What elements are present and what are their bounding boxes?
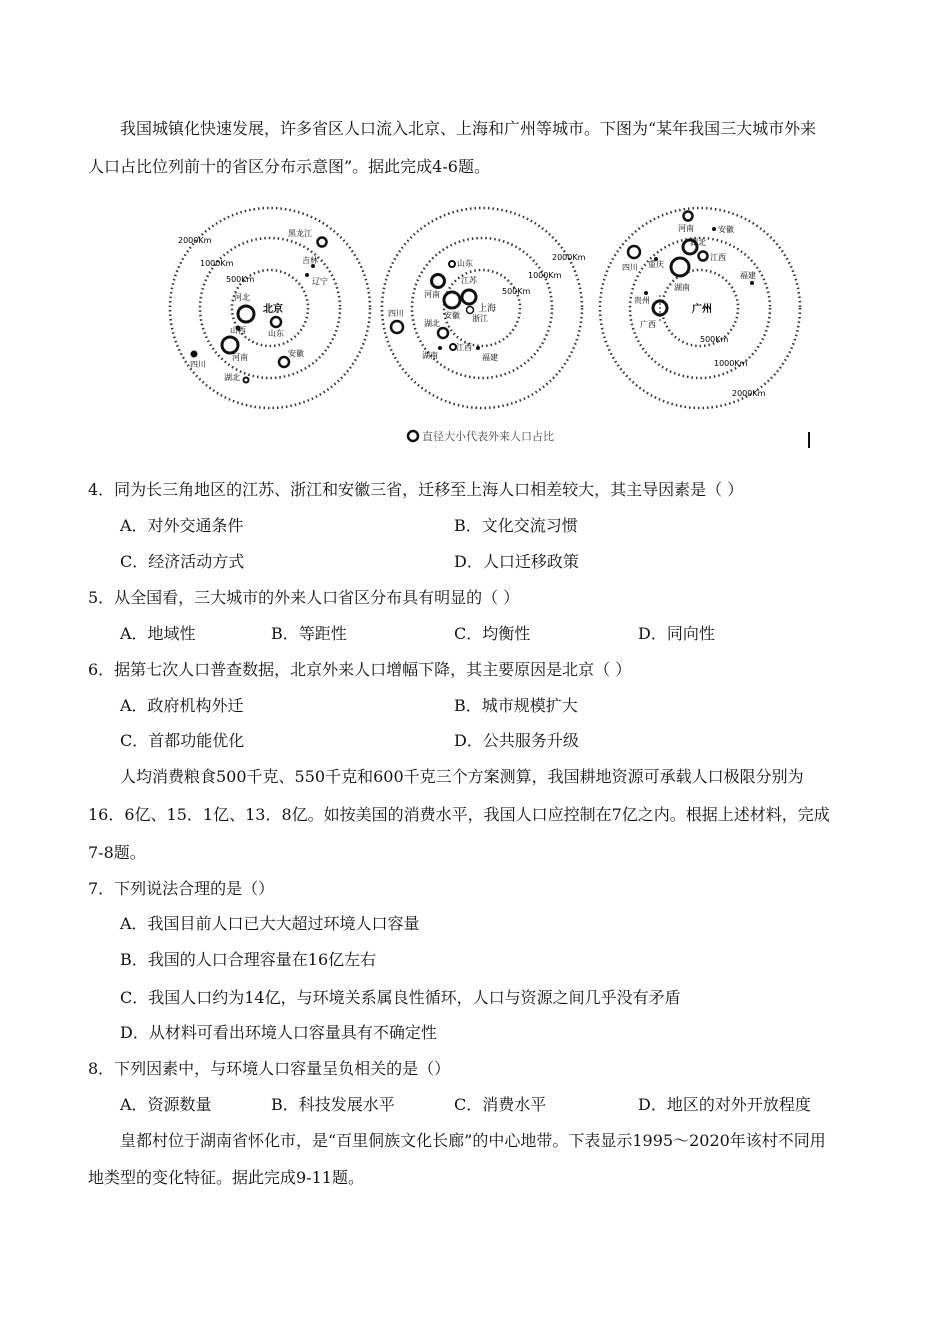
q8-option-d[interactable]: D．地区的对外开放程度 bbox=[638, 1095, 811, 1114]
shanghai-prov-anhui: 安徽 bbox=[444, 311, 460, 320]
legend-circle-icon bbox=[408, 431, 418, 441]
q7-option-d[interactable]: D．从材料可看出环境人口容量具有不确定性 bbox=[120, 1023, 437, 1042]
beijing-prov-sichuan: 四川 bbox=[190, 360, 206, 369]
q5-option-b[interactable]: B．等距性 bbox=[271, 624, 347, 643]
q5-option-a[interactable]: A．地域性 bbox=[120, 624, 196, 643]
q6-option-a[interactable]: A．政府机构外迁 bbox=[120, 696, 244, 715]
guangzhou-center-label: 广州 bbox=[692, 304, 712, 315]
beijing-ring-500: 500Km bbox=[226, 275, 255, 284]
guangzhou-prov-jiangxi: 江西 bbox=[710, 253, 726, 262]
shanghai-center-label: 上海 bbox=[478, 304, 497, 314]
q7-option-a[interactable]: A．我国目前人口已大大超过环境人口容量 bbox=[120, 914, 420, 933]
guangzhou-prov-sichuan: 四川 bbox=[622, 263, 638, 272]
legend-label: 直径大小代表外来人口占比 bbox=[422, 430, 554, 443]
intro2-line2: 16．6亿、15．1亿、13．8亿。如按美国的消费水平，我国人口应控制在7亿之内。根据上述材料，完成 bbox=[88, 805, 830, 824]
guangzhou-prov-anhui: 安徽 bbox=[718, 225, 734, 234]
intro2-line3: 7-8题。 bbox=[88, 843, 146, 862]
beijing-prov-shandong: 山东 bbox=[268, 329, 284, 338]
guangzhou-prov-hunan: 湖南 bbox=[674, 283, 690, 292]
q4-option-b[interactable]: B．文化交流习惯 bbox=[454, 516, 578, 535]
guangzhou-prov-fujian: 福建 bbox=[740, 271, 756, 280]
q5-option-d[interactable]: D．同向性 bbox=[638, 624, 715, 643]
beijing-prov-hebei: 河北 bbox=[234, 293, 250, 302]
beijing-ring-1000: 1000Km bbox=[200, 259, 234, 268]
q7-stem: 7．下列说法合理的是（） bbox=[88, 879, 275, 898]
beijing-prov-henan: 河南 bbox=[232, 353, 248, 362]
q7-option-c[interactable]: C．我国人口约为14亿，与环境关系属良性循环，人口与资源之间几乎没有矛盾 bbox=[120, 988, 681, 1007]
q6-option-d[interactable]: D．公共服务升级 bbox=[454, 731, 579, 750]
guangzhou-prov-chongqing: 重庆 bbox=[648, 260, 664, 269]
q7-option-b[interactable]: B．我国的人口合理容量在16亿左右 bbox=[120, 950, 377, 969]
shanghai-prov-zhejiang: 浙江 bbox=[472, 314, 488, 323]
shanghai-prov-jiangxi: 江西 bbox=[456, 343, 472, 352]
shanghai-prov-henan: 河南 bbox=[424, 290, 440, 299]
guangzhou-prov-guizhou: 贵州 bbox=[634, 296, 650, 305]
guangzhou-prov-henan: 河南 bbox=[678, 224, 694, 233]
intro3-line1: 皇都村位于湖南省怀化市，是“百里侗族文化长廊”的中心地带。下表显示1995～2020年该村不同用 bbox=[120, 1131, 826, 1150]
q8-option-c[interactable]: C．消费水平 bbox=[454, 1095, 547, 1114]
intro1-line1: 我国城镇化快速发展，许多省区人口流入北京、上海和广州等城市。下图为“某年我国三大城市外来 bbox=[120, 119, 817, 138]
q4-option-c[interactable]: C．经济活动方式 bbox=[120, 552, 245, 571]
beijing-diagram bbox=[178, 228, 328, 383]
q8-option-b[interactable]: B．科技发展水平 bbox=[271, 1095, 395, 1114]
q6-option-c[interactable]: C．首都功能优化 bbox=[120, 731, 245, 750]
shanghai-ring-500: 500Km bbox=[502, 287, 531, 296]
q4-option-a[interactable]: A．对外交通条件 bbox=[120, 516, 244, 535]
shanghai-prov-hubei: 湖北 bbox=[424, 319, 440, 328]
figure-legend bbox=[408, 429, 554, 443]
q6-stem: 6．据第七次人口普查数据，北京外来人口增幅下降，其主要原因是北京（ ） bbox=[88, 660, 632, 679]
shanghai-prov-sichuan: 四川 bbox=[388, 309, 404, 318]
q8-option-a[interactable]: A．资源数量 bbox=[120, 1095, 212, 1114]
intro3-line2: 地类型的变化特征。据此完成9-11题。 bbox=[88, 1168, 364, 1187]
intro2-line1: 人均消费粮食500千克、550千克和600千克三个方案测算，我国耕地资源可承载人口极限分别为 bbox=[120, 767, 804, 786]
beijing-ring-2000: 2000Km bbox=[178, 236, 212, 245]
q4-option-d[interactable]: D．人口迁移政策 bbox=[454, 552, 579, 571]
text-cursor bbox=[808, 432, 810, 448]
shanghai-prov-hunan: 湖南 bbox=[422, 351, 438, 360]
guangzhou-ring-2000: 2000Km bbox=[732, 389, 766, 398]
population-distribution-figure bbox=[160, 200, 820, 450]
guangzhou-prov-guangxi: 广西 bbox=[640, 320, 656, 329]
guangzhou-ring-1000: 1000Km bbox=[714, 359, 748, 368]
shanghai-prov-jiangsu: 江苏 bbox=[461, 276, 477, 285]
q8-stem: 8．下列因素中，与环境人口容量呈负相关的是（） bbox=[88, 1059, 451, 1078]
intro1-line2: 人口占比位列前十的省区分布示意图”。据此完成4-6题。 bbox=[88, 157, 490, 176]
shanghai-prov-fujian: 福建 bbox=[482, 353, 498, 362]
beijing-prov-shanxi: 山西 bbox=[230, 326, 246, 335]
q4-stem: 4．同为长三角地区的江苏、浙江和安徽三省，迁移至上海人口相差较大，其主导因素是（ ） bbox=[88, 480, 744, 499]
beijing-prov-jilin: 吉林 bbox=[302, 256, 318, 265]
q5-option-c[interactable]: C．均衡性 bbox=[454, 624, 531, 643]
guangzhou-diagram bbox=[622, 212, 766, 399]
q6-option-b[interactable]: B．城市规模扩大 bbox=[454, 696, 578, 715]
shanghai-prov-shandong: 山东 bbox=[457, 259, 473, 268]
beijing-prov-liaoning: 辽宁 bbox=[312, 277, 328, 286]
guangzhou-prov-hubei: 湖北 bbox=[690, 238, 706, 247]
beijing-prov-hubei: 湖北 bbox=[224, 373, 240, 382]
beijing-prov-anhui: 安徽 bbox=[288, 349, 304, 358]
beijing-prov-heilongjiang: 黑龙江 bbox=[288, 229, 312, 238]
shanghai-ring-2000: 2000Km bbox=[552, 253, 586, 262]
shanghai-ring-1000: 1000Km bbox=[528, 271, 562, 280]
beijing-center-label: 北京 bbox=[263, 304, 283, 315]
q5-stem: 5．从全国看，三大城市的外来人口省区分布具有明显的（ ） bbox=[88, 588, 520, 607]
guangzhou-ring-500: 500Km bbox=[700, 335, 729, 344]
